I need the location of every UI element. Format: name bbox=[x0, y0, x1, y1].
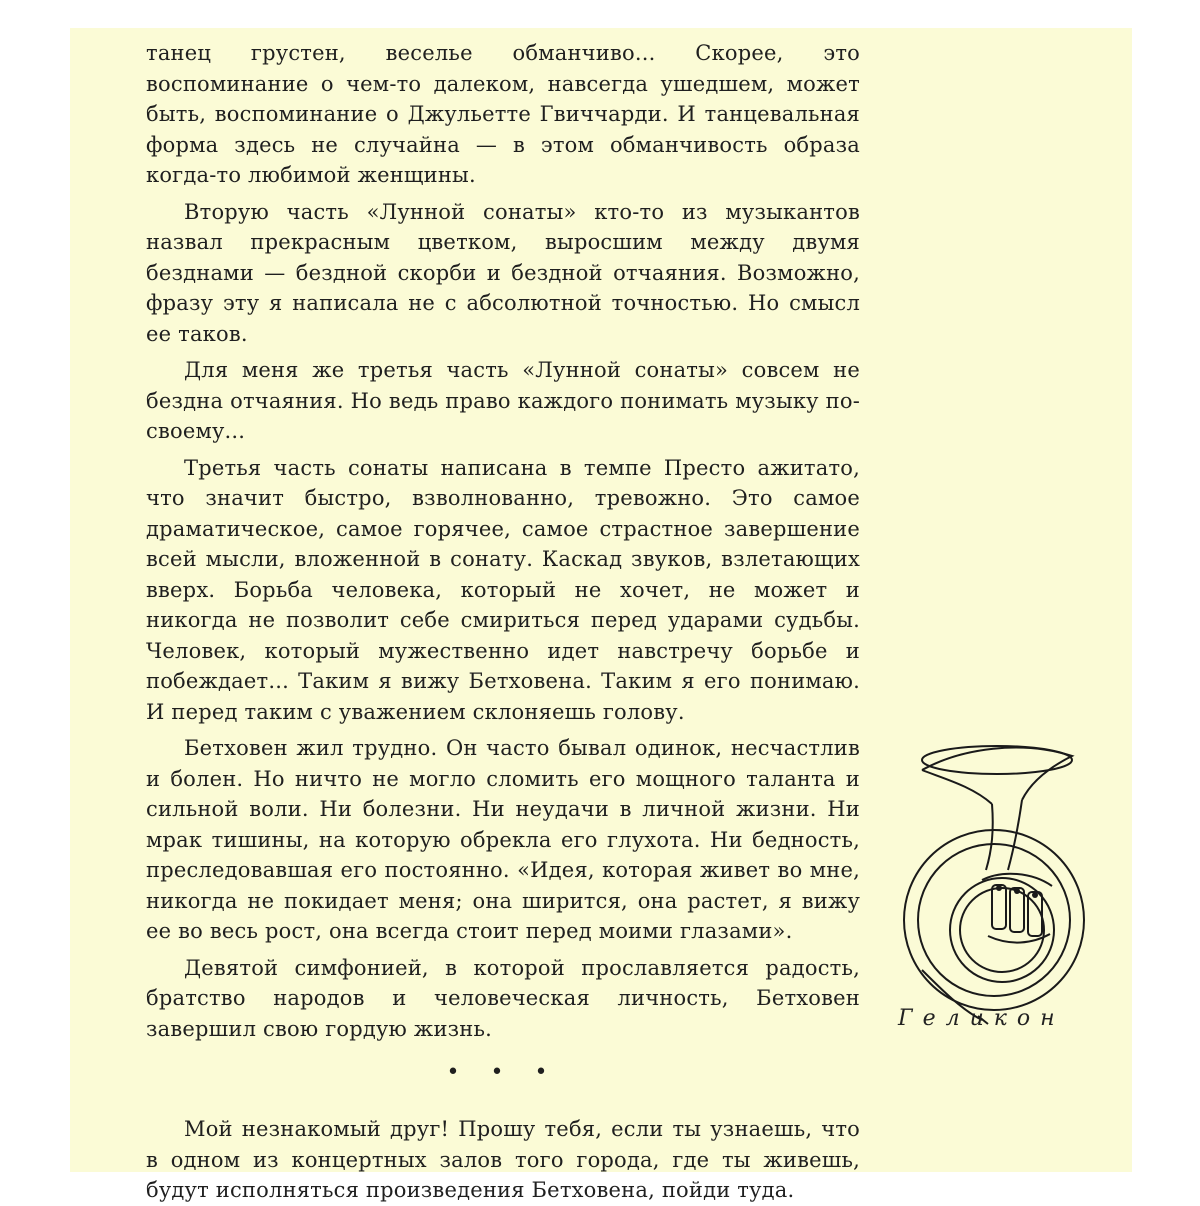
paragraph-4: Третья часть сонаты написана в темпе Престо ажитато, что значит быстро, взволнованно, тревожно. Это самое драматическое, самое горячее, самое страстное завершение всей мысли, вложенной в сонату. Каскад звуков, взлетающих вверх. Борьба человека, который не хочет, не может и никогда не позволит себе смириться перед ударами судьбы. Человек, который мужественно идет навстречу борьбе и побеждает... Таким я вижу Бетховена. Таким я его понимаю. И перед таким с уважением склоняешь голову. bbox=[146, 455, 860, 724]
paragraph-1: танец грустен, веселье обманчиво... Скорее, это воспоминание о чем-то далеком, навсегда ушедшем, может быть, воспоминание о Джульетте Гвиччарди. И танцевальная форма здесь не случайна — в этом обманчивость образа когда-то любимой женщины. bbox=[146, 41, 860, 187]
book-page bbox=[70, 28, 1132, 1202]
paragraph-6: Девятой симфонией, в которой прославляется радость, братство народов и человеческая личность, Бетховен завершил свою гордую жизнь. bbox=[146, 955, 860, 1041]
body-text bbox=[146, 38, 860, 1206]
illustration-caption: Геликон bbox=[898, 1006, 1065, 1031]
paragraph-3: Для меня же третья часть «Лунной сонаты» совсем не бездна отчаяния. Но ведь право каждого понимать музыку по-своему... bbox=[146, 358, 860, 443]
paragraph-2: Вторую часть «Лунной сонаты» кто-то из музыкантов назвал прекрасным цветком, выросшим между двумя безднами — бездной скорби и бездной отчаяния. Возможно, фразу эту я написала не с абсолютной точностью. Но смысл ее таков. bbox=[146, 199, 860, 346]
paragraph-final: Мой незнакомый друг! Прошу тебя, если ты узнаешь, что в одном из концертных залов того города, где ты живешь, будут исполняться произведения Бетховена, пойди туда. bbox=[146, 1117, 860, 1202]
paragraph-5: Бетховен жил трудно. Он часто бывал одинок, несчастлив и болен. Но ничто не могло сломить его мощного таланта и сильной воли. Ни болезни. Ни неудачи в личной жизни. Ни мрак тишины, на которую обрекла его глухота. Ни бедность, преследовавшая его постоянно. «Идея, которая живет во мне, никогда не покидает меня; она ширится, она растет, я вижу ее во весь рост, она всегда стоит перед моими глазами». bbox=[146, 736, 860, 943]
section-separator: • • • bbox=[446, 1060, 560, 1085]
helicon-tuba-icon bbox=[882, 720, 1102, 1040]
